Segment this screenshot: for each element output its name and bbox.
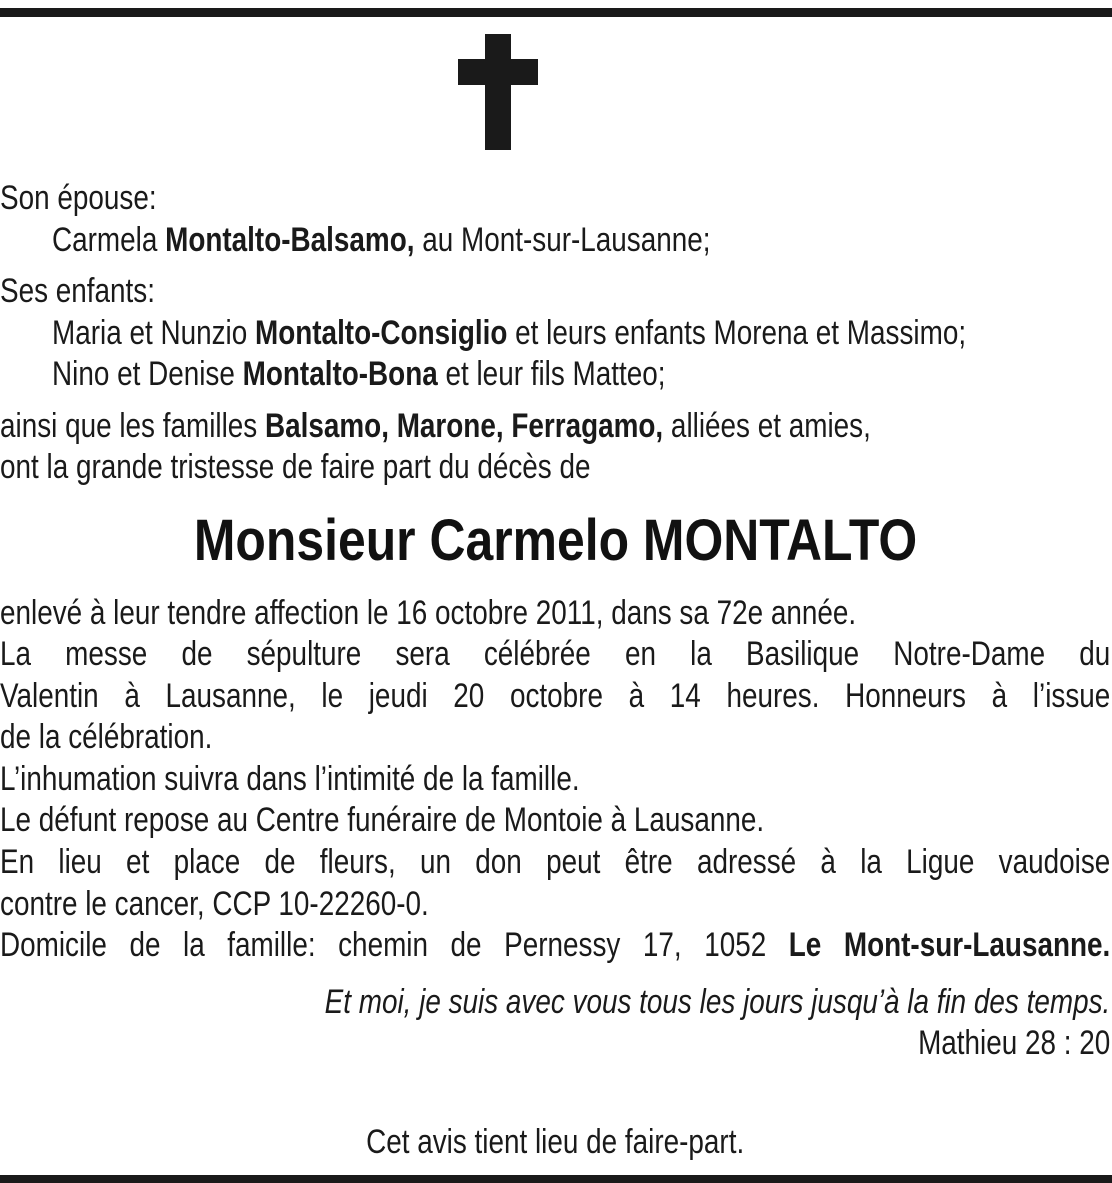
body-line-7: En lieu et place de fleurs, un don peut être adressé à la Ligue vaudoise xyxy=(0,843,1111,881)
announce-line: ont la grande tristesse de faire part du décès de xyxy=(0,448,591,486)
spouse-line: Carmela Montalto-Balsamo, au Mont-sur-Lausanne; xyxy=(52,221,711,259)
footer-note: Cet avis tient lieu de faire-part. xyxy=(366,1123,745,1161)
body-line-4: de la célébration. xyxy=(0,718,213,756)
quote: Et moi, je suis avec vous tous les jours jusqu’à la fin des temps. xyxy=(324,983,1111,1021)
bottom-rule xyxy=(0,1175,1112,1183)
children-label: Ses enfants: xyxy=(0,272,155,310)
quote-reference: Mathieu 28 : 20 xyxy=(918,1024,1111,1062)
deceased-name: Monsieur Carmelo MONTALTO xyxy=(194,508,918,573)
body-line-8: contre le cancer, CCP 10-22260-0. xyxy=(0,885,429,923)
spouse-label: Son épouse: xyxy=(0,179,157,217)
child-line-1: Maria et Nunzio Montalto-Consiglio et leurs enfants Morena et Massimo; xyxy=(52,314,967,352)
families-line: ainsi que les familles Balsamo, Marone, Ferragamo, alliées et amies, xyxy=(0,407,871,445)
body-line-5: L’inhumation suivra dans l’intimité de la famille. xyxy=(0,760,580,798)
cross-icon xyxy=(458,34,538,150)
child-line-2: Nino et Denise Montalto-Bona et leur fils Matteo; xyxy=(52,355,666,393)
body-line-9: Domicile de la famille: chemin de Pernessy 17, 1052 Le Mont-sur-Lausanne. xyxy=(0,926,1111,964)
body-line-6: Le défunt repose au Centre funéraire de Montoie à Lausanne. xyxy=(0,801,765,839)
body-line-1: enlevé à leur tendre affection le 16 octobre 2011, dans sa 72e année. xyxy=(0,594,857,632)
body-line-2: La messe de sépulture sera célébrée en la Basilique Notre-Dame du xyxy=(0,635,1111,673)
top-rule xyxy=(0,8,1112,17)
body-line-3: Valentin à Lausanne, le jeudi 20 octobre à 14 heures. Honneurs à l’issue xyxy=(0,677,1111,715)
